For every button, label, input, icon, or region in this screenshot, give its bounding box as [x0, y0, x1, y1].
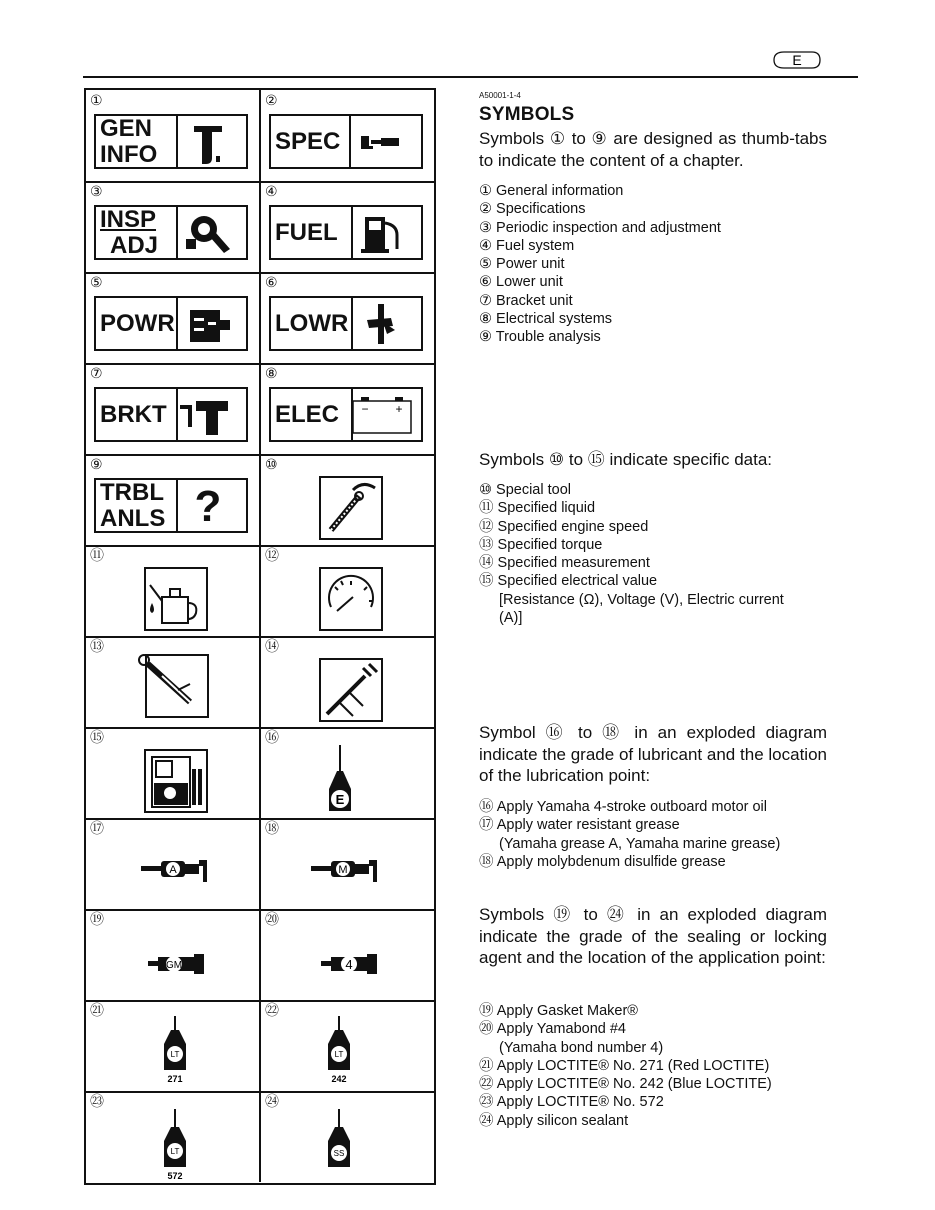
lube-intro: Symbol ⑯ to ⑱ in an exploded diagram indicate the grade of lubricant and the location of the lubrication point:: [479, 723, 827, 785]
svg-text:271: 271: [167, 1074, 183, 1084]
symbol-cell-11: [86, 545, 261, 636]
svg-text:E: E: [335, 792, 345, 807]
silicon-sealant-icon: [324, 1109, 354, 1173]
engine-icon: [172, 300, 244, 349]
spec-thumbtab: SPEC: [269, 114, 423, 169]
page-title: SYMBOLS: [479, 104, 575, 125]
symbol-cell-insp-adj: [86, 181, 261, 272]
symbol-number: ⑱: [265, 820, 279, 836]
list-item: ⑯ Apply Yamaha 4-stroke outboard motor oil: [479, 799, 768, 815]
list-item: ㉒ Apply LOCTITE® No. 242 (Blue LOCTITE): [479, 1076, 772, 1093]
svg-text:4: 4: [345, 957, 353, 972]
seal-list: [479, 1002, 772, 1130]
list-item: ④ Fuel system: [479, 237, 575, 254]
loctite-572-icon: [160, 1109, 190, 1181]
outboard-motor-icon: [172, 118, 244, 167]
list-item: ⑫ Specified engine speed: [479, 518, 649, 535]
svg-text:M: M: [338, 864, 348, 876]
seal-intro: Symbols ⑲ to ㉔ in an exploded diagram indicate the grade of the sealing or locking agent and the location of the application point:: [479, 905, 827, 967]
trbl-anls-thumbtab: TRBL ANLS ?: [94, 478, 248, 533]
symbol-number: ⑩: [265, 456, 278, 472]
symbol-cell-16: [261, 727, 434, 818]
list-item: ⑱ Apply molybdenum disulfide grease: [479, 853, 726, 870]
symbol-cell-14: [261, 636, 434, 727]
symbol-cell-elec: [261, 363, 434, 454]
grease-gun-m-icon: [311, 854, 395, 884]
language-badge: [772, 50, 822, 70]
symbol-cell-spec: [261, 90, 434, 181]
caliper-icon: [319, 658, 383, 722]
symbol-number: ⑪: [90, 547, 104, 563]
fuel-thumbtab: FUEL: [269, 205, 423, 260]
list-item: ⑪ Specified liquid: [479, 500, 596, 517]
list-item: ⑦ Bracket unit: [479, 292, 573, 309]
symbol-cell-12: [261, 545, 434, 636]
symbol-cell-lowr: [261, 272, 434, 363]
svg-text:242: 242: [331, 1074, 347, 1084]
symbol-number: ⑧: [265, 365, 278, 381]
list-item: ③ Periodic inspection and adjustment: [479, 219, 721, 236]
list-item: ⑥ Lower unit: [479, 274, 563, 291]
symbol-cell-10: [261, 454, 434, 545]
language-tag: E: [792, 52, 802, 68]
spec-tool-icon: [347, 118, 419, 167]
data-list: [479, 481, 784, 627]
svg-text:LT: LT: [334, 1050, 344, 1059]
battery-icon: [347, 391, 419, 440]
symbol-cell-23: [86, 1091, 261, 1182]
symbol-number: ⑮: [90, 729, 104, 745]
symbol-cell-21: [86, 1000, 261, 1091]
intro-paragraph: Symbols ① to ⑨ are designed as thumb-tabs to indicate the content of a chapter.: [479, 129, 827, 170]
symbol-number: ⑫: [265, 547, 279, 563]
list-item: ⑩ Special tool: [479, 482, 571, 498]
symbol-number: ⑭: [265, 638, 279, 654]
list-item-note: (A)]: [499, 610, 523, 627]
symbol-number: ⑲: [90, 911, 104, 927]
wrench-nut-icon: [172, 209, 244, 258]
symbol-cell-brkt: [86, 363, 261, 454]
bracket-icon: [172, 391, 244, 440]
special-tool-icon: [319, 476, 383, 540]
list-item: ⑲ Apply Gasket Maker®: [479, 1003, 638, 1019]
symbol-number: ①: [90, 92, 103, 108]
symbol-cell-powr: [86, 272, 261, 363]
symbol-cell-13: [86, 636, 261, 727]
question-mark-icon: ?: [194, 482, 222, 531]
symbol-number: ②: [265, 92, 278, 108]
oil-bottle-e-icon: [325, 745, 355, 815]
symbol-number: ⑯: [265, 729, 279, 745]
svg-text:A: A: [169, 864, 177, 876]
list-item: ㉓ Apply LOCTITE® No. 572: [479, 1094, 664, 1111]
symbol-cell-18: [261, 818, 434, 909]
yamabond-tube-icon: [321, 951, 381, 977]
gen-info-thumbtab: GEN INFO: [94, 114, 248, 169]
lower-unit-icon: [347, 300, 419, 349]
tachometer-icon: [319, 567, 383, 631]
symbol-grid: [84, 88, 436, 1185]
list-item-note: [Resistance (Ω), Voltage (V), Electric current: [499, 591, 784, 608]
symbol-number: ㉑: [90, 1002, 104, 1018]
symbol-number: ⑦: [90, 365, 103, 381]
svg-text:572: 572: [167, 1171, 183, 1181]
svg-text:+: +: [395, 402, 403, 416]
gasket-maker-tube-icon: [148, 951, 208, 977]
loctite-242-icon: [324, 1016, 354, 1086]
brkt-thumbtab: BRKT: [94, 387, 248, 442]
doc-code: A50001-1-4: [479, 91, 521, 100]
symbol-cell-15: [86, 727, 261, 818]
symbol-cell-19: [86, 909, 261, 1000]
list-item-note: (Yamaha grease A, Yamaha marine grease): [499, 835, 781, 852]
symbol-number: ⑤: [90, 274, 103, 290]
list-item: ① General information: [479, 183, 624, 199]
list-item: ② Specifications: [479, 201, 586, 218]
list-item: ㉔ Apply silicon sealant: [479, 1112, 629, 1129]
grease-gun-a-icon: [141, 854, 225, 884]
fuel-pump-icon: [347, 209, 419, 258]
list-item: ⑰ Apply water resistant grease: [479, 817, 680, 834]
top-rule: [83, 76, 858, 78]
symbol-number: ⑬: [90, 638, 104, 654]
chapter-list: [479, 182, 721, 347]
list-item: ⑳ Apply Yamabond #4: [479, 1021, 626, 1038]
list-item: ⑧ Electrical systems: [479, 311, 613, 328]
lowr-thumbtab: LOWR: [269, 296, 423, 351]
symbol-number: ⑰: [90, 820, 104, 836]
symbol-number: ㉒: [265, 1002, 279, 1018]
symbol-cell-22: [261, 1000, 434, 1091]
list-item: ⑬ Specified torque: [479, 536, 603, 553]
symbol-cell-gen-info: [86, 90, 261, 181]
insp-adj-thumbtab: INSP ADJ: [94, 205, 248, 260]
list-item: ⑭ Specified measurement: [479, 555, 650, 572]
symbol-cell-17: [86, 818, 261, 909]
svg-text:SS: SS: [333, 1149, 345, 1158]
svg-text:−: −: [361, 402, 369, 416]
svg-text:LT: LT: [170, 1147, 180, 1156]
symbol-number: ③: [90, 183, 103, 199]
symbol-number: ④: [265, 183, 278, 199]
list-item: ⑤ Power unit: [479, 256, 565, 273]
list-item: ㉑ Apply LOCTITE® No. 271 (Red LOCTITE): [479, 1057, 770, 1074]
symbol-number: ⑨: [90, 456, 103, 472]
symbol-number: ㉓: [90, 1093, 104, 1109]
list-item: ⑨ Trouble analysis: [479, 329, 601, 346]
powr-thumbtab: POWR: [94, 296, 248, 351]
torque-wrench-icon: [138, 654, 210, 718]
oil-can-icon: [144, 567, 208, 631]
symbol-cell-24: [261, 1091, 434, 1182]
svg-text:LT: LT: [170, 1050, 180, 1059]
elec-thumbtab: ELEC − +: [269, 387, 423, 442]
multimeter-icon: [144, 749, 208, 813]
data-intro: Symbols ⑩ to ⑮ indicate specific data:: [479, 450, 773, 469]
symbol-number: ㉔: [265, 1093, 279, 1109]
symbol-cell-fuel: [261, 181, 434, 272]
svg-text:GM: GM: [165, 960, 183, 971]
symbol-cell-20: [261, 909, 434, 1000]
lube-list: [479, 798, 780, 871]
symbol-number: ⑥: [265, 274, 278, 290]
symbol-number: ⑳: [265, 911, 279, 927]
loctite-271-icon: [160, 1016, 190, 1086]
list-item: ⑮ Specified electrical value: [479, 573, 658, 590]
list-item-note: (Yamaha bond number 4): [499, 1039, 664, 1056]
symbol-cell-trbl: [86, 454, 261, 545]
